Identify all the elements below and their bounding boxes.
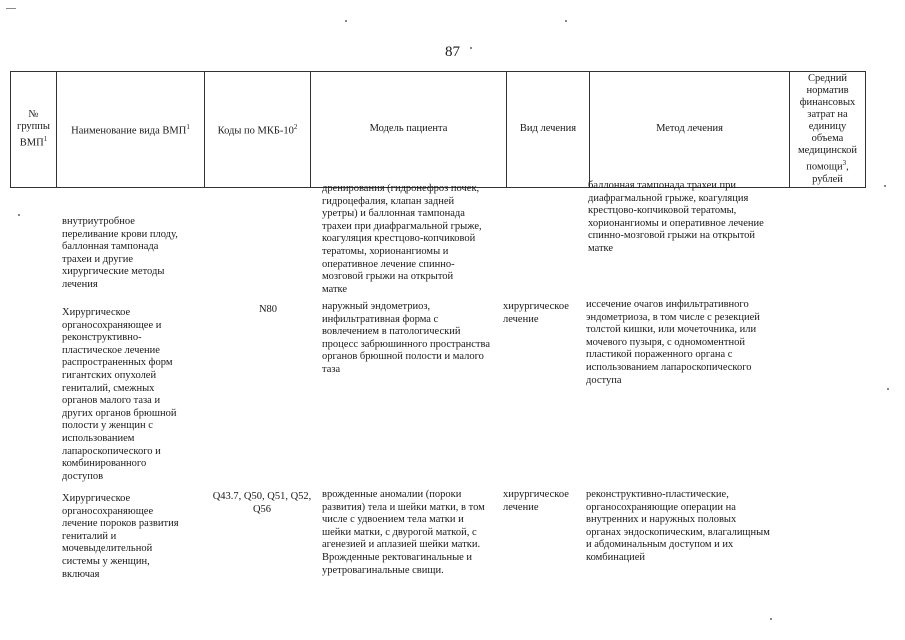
- row3-icd-codes: Q43.7, Q50, Q51, Q52, Q56: [212, 491, 312, 515]
- scan-speck: [6, 8, 16, 9]
- row1-patient-model: дренирования (гидронефроз почек, гидроцефалия, клапан задней уретры) и баллонная тампонада трахеи при диафрагмальной грыже, коагуляция крестцово-копчиковой тератомы, хорионангиомы и оперативное лечение спинно- мозговой грыжи на открытой матке: [322, 183, 482, 295]
- row3-patient-model: врожденные аномалии (пороки развития) тела и шейки матки, в том числе с удвоением тела матки и шейки матки, с двурогой маткой, с агенезией и аплазией шейки матки. Врожденные ректовагинальные и уретровагинальные свищи.: [322, 489, 485, 576]
- scan-speck: [887, 388, 889, 390]
- scan-speck: [884, 185, 886, 187]
- header-icd-codes: Коды по МКБ-$10^2$: [205, 72, 311, 188]
- scan-speck: [770, 618, 772, 620]
- page-number: 87: [445, 44, 460, 60]
- table-header: [10, 71, 866, 188]
- header-treatment-method: Метод лечения: [590, 72, 790, 188]
- row2-patient-model: наружный эндометриоз, инфильтративная форма с вовлечением в патологический процесс забрюшинного пространства органов брюшной полости и малого таза: [322, 301, 490, 375]
- row3-treatment-type: хирургическое лечение: [503, 489, 569, 513]
- scan-speck: [345, 20, 347, 22]
- scan-speck: [565, 20, 567, 22]
- row2-treatment-type: хирургическое лечение: [503, 301, 569, 325]
- row1-vmp-name: внутриутробное переливание крови плоду, баллонная тампонада трахеи и другие хирургические методы лечения: [62, 216, 178, 290]
- header-patient-model: Модель пациента: [311, 72, 507, 188]
- row2-icd-codes: N80: [258, 304, 278, 315]
- header-vmp-name: Наименование вида ВМП$^1$: [57, 72, 205, 188]
- header-group-no: № группы ВМП$^1$: [11, 72, 57, 188]
- header-cost-standard: Средний норматив финансовых затрат на единицу объема медицинской помощи$^3$, рублей: [790, 72, 866, 188]
- row3-vmp-name: Хирургическое органосохраняющее лечение пороков развития гениталий и мочевыделительной системы у женщин, включая: [62, 493, 179, 580]
- scan-speck: [18, 214, 20, 216]
- header-treatment-type: Вид лечения: [507, 72, 590, 188]
- row3-treatment-method: реконструктивно-пластические, органосохраняющие операции на внутренних и наружных половых органах эндоскопическим, влагалищным и абдоминальным доступом и их комбинацией: [586, 489, 770, 563]
- row2-vmp-name: Хирургическое органосохраняющее и реконструктивно- пластическое лечение распространенных форм гигантских опухолей гениталий, смежных органов малого таза и других органов брюшной полости у женщин с использованием лапароскопического и комбинированного доступов: [62, 307, 177, 482]
- row2-treatment-method: иссечение очагов инфильтративного эндометриоза, в том числе с резекцией толстой кишки, или мочеточника, или мочевого пузыря, с одномоментной пластикой пораженного органа с использованием лапароскопического доступа: [586, 299, 760, 386]
- row1-treatment-method: баллонная тампонада трахеи при диафрагмальной грыже, коагуляция крестцово-копчиковой тератомы, хорионангиомы и оперативное лечение спинно-мозговой грыжи на открытой матке: [588, 180, 764, 254]
